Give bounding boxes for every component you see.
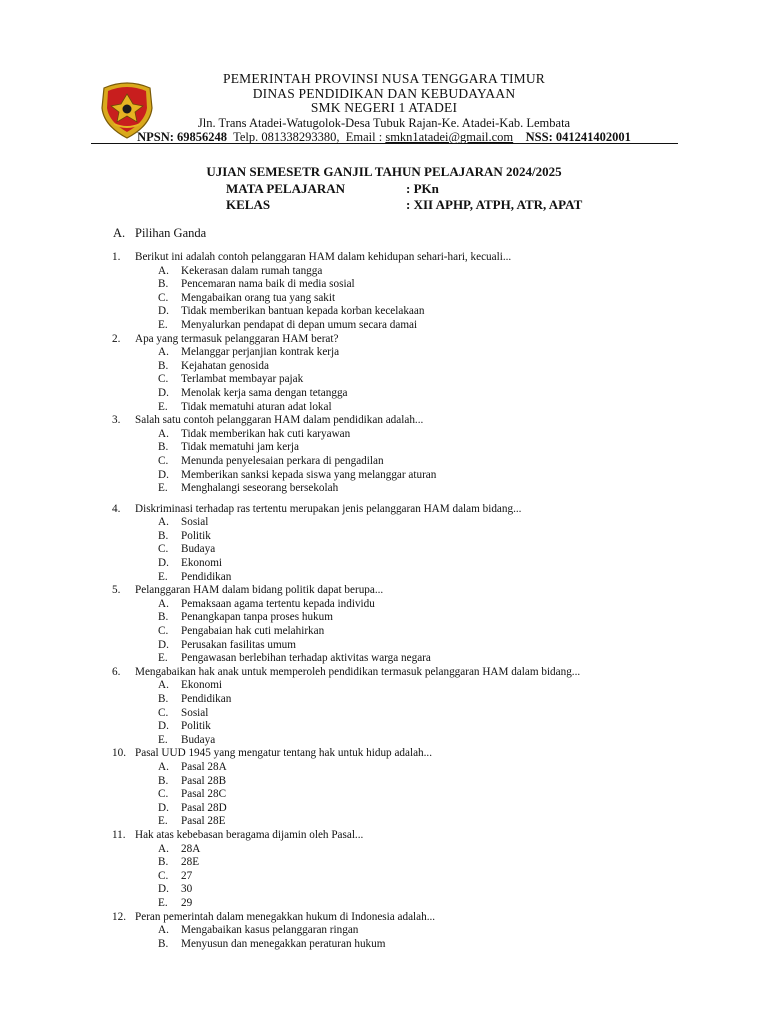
question-item [112, 333, 672, 415]
option-text: Melanggar perjanjian kontrak kerja [181, 346, 340, 359]
question-number: 6. [112, 665, 121, 678]
option-letter: B. [158, 856, 169, 869]
answer-option [112, 265, 672, 279]
option-letter: B. [158, 529, 169, 542]
option-text: Pencemaran nama baik di media sosial [181, 278, 355, 291]
question-row [112, 666, 672, 680]
email-label: Email : [345, 129, 383, 144]
question-text: Pelanggaran HAM dalam bidang politik dapat berupa... [135, 584, 384, 597]
option-letter: A. [158, 264, 169, 277]
option-letter: D. [158, 720, 169, 733]
question-text: Mengabaikan hak anak untuk memperoleh pendidikan termasuk pelanggaran HAM dalam bidang... [135, 665, 581, 678]
option-text: Sosial [181, 516, 209, 529]
subject-label: MATA PELAJARAN [226, 181, 346, 196]
question-number: 2. [112, 332, 121, 345]
option-letter: E. [158, 896, 168, 909]
question-number: 5. [112, 584, 121, 597]
letterhead-school-name: SMK NEGERI 1 ATADEI [310, 100, 458, 115]
subject-row [226, 181, 439, 197]
option-letter: C. [158, 706, 169, 719]
answer-option [112, 625, 672, 639]
option-letter: B. [158, 359, 169, 372]
option-text: Pasal 28D [181, 801, 227, 814]
question-number: 10. [112, 747, 126, 760]
answer-option [112, 870, 672, 884]
answer-option [112, 938, 672, 952]
option-text: 28E [181, 856, 200, 869]
answer-option [112, 530, 672, 544]
option-text: Tidak mematuhi jam kerja [181, 441, 299, 454]
option-text: 30 [181, 883, 193, 896]
option-letter: A. [158, 346, 169, 359]
answer-option [112, 856, 672, 870]
question-row [112, 911, 672, 925]
option-letter: B. [158, 441, 169, 454]
answer-option [112, 788, 672, 802]
letterhead-department: DINAS PENDIDIKAN DAN KEBUDAYAAN [252, 85, 516, 101]
section-heading [113, 226, 206, 241]
question-row [112, 251, 672, 265]
option-text: Pasal 28C [181, 788, 227, 801]
question-item [112, 829, 672, 911]
option-text: Perusakan fasilitas umum [181, 638, 296, 651]
answer-option [112, 455, 672, 469]
option-text: 29 [181, 896, 193, 909]
answer-option [112, 469, 672, 483]
class-label: KELAS [226, 197, 271, 212]
option-letter: E. [158, 652, 168, 665]
answer-option [112, 639, 672, 653]
answer-option [112, 441, 672, 455]
question-number: 4. [112, 502, 121, 515]
option-text: Pasal 28A [181, 760, 227, 773]
option-letter: A. [158, 760, 169, 773]
option-letter: B. [158, 278, 169, 291]
option-letter: B. [158, 611, 169, 624]
answer-option [112, 360, 672, 374]
question-text: Pasal UUD 1945 yang mengatur tentang hak untuk hidup adalah... [135, 747, 433, 760]
option-letter: C. [158, 291, 169, 304]
option-letter: B. [158, 774, 169, 787]
option-text: Politik [181, 720, 211, 733]
option-text: Budaya [181, 733, 216, 746]
answer-option [112, 292, 672, 306]
answer-option [112, 883, 672, 897]
question-item [112, 251, 672, 333]
answer-option [112, 679, 672, 693]
option-letter: A. [158, 924, 169, 937]
question-text: Peran pemerintah dalam menegakkan hukum di Indonesia adalah... [135, 910, 436, 923]
option-text: Pasal 28B [181, 774, 227, 787]
question-item [112, 911, 672, 952]
option-text: Menunda penyelesaian perkara di pengadilan [181, 454, 384, 467]
option-text: Penangkapan tanpa proses hukum [181, 611, 333, 624]
answer-option [112, 373, 672, 387]
nss: NSS: 041241402001 [525, 129, 631, 144]
question-text: Hak atas kebebasan beragama dijamin oleh Pasal... [135, 828, 364, 841]
section-title: Pilihan Ganda [135, 226, 207, 240]
question-row [112, 747, 672, 761]
option-letter: D. [158, 883, 169, 896]
answer-option [112, 319, 672, 333]
option-letter: C. [158, 788, 169, 801]
answer-option [112, 720, 672, 734]
section-letter: A. [113, 226, 126, 240]
option-letter: B. [158, 937, 169, 950]
question-number: 1. [112, 251, 121, 263]
answer-option [112, 571, 672, 585]
answer-option [112, 761, 672, 775]
question-item [112, 666, 672, 748]
question-list [112, 251, 672, 951]
question-row [112, 829, 672, 843]
option-letter: D. [158, 801, 169, 814]
option-letter: E. [158, 482, 168, 495]
option-text: Memberikan sanksi kepada siswa yang melanggar aturan [181, 468, 437, 481]
option-letter: A. [158, 427, 169, 440]
telephone: Telp. 081338293380, [233, 129, 340, 144]
letterhead-address: Jln. Trans Atadei-Watugolok-Desa Tubuk Rajan-Ke. Atadei-Kab. Lembata [197, 115, 571, 130]
option-text: Pendidikan [181, 570, 232, 583]
option-letter: D. [158, 386, 169, 399]
question-number: 12. [112, 910, 126, 923]
option-letter: D. [158, 557, 169, 570]
option-text: 27 [181, 869, 193, 882]
answer-option [112, 707, 672, 721]
answer-option [112, 482, 672, 496]
exam-title: UJIAN SEMESETR GANJIL TAHUN PELAJARAN 2024/2025 [206, 164, 562, 179]
option-text: Mengabaikan orang tua yang sakit [181, 291, 336, 304]
option-text: 28A [181, 842, 201, 855]
option-text: Terlambat membayar pajak [181, 373, 304, 386]
question-row [112, 414, 672, 428]
option-text: Tidak mematuhi aturan adat lokal [181, 400, 332, 413]
question-row [112, 584, 672, 598]
option-text: Pemaksaan agama tertentu kepada individu [181, 597, 375, 610]
option-text: Ekonomi [181, 557, 223, 570]
option-letter: C. [158, 373, 169, 386]
answer-option [112, 652, 672, 666]
option-text: Menyalurkan pendapat di depan umum secara damai [181, 318, 418, 331]
question-text: Berikut ini adalah contoh pelanggaran HAM dalam kehidupan sehari-hari, kecuali... [135, 251, 512, 263]
option-letter: D. [158, 468, 169, 481]
question-text: Diskriminasi terhadap ras tertentu merupakan jenis pelanggaran HAM dalam bidang... [135, 502, 522, 515]
answer-option [112, 815, 672, 829]
question-item [112, 747, 672, 829]
option-text: Menolak kerja sama dengan tetangga [181, 386, 348, 399]
option-letter: E. [158, 733, 168, 746]
option-text: Tidak memberikan bantuan kepada korban kecelakaan [181, 305, 425, 318]
option-text: Ekonomi [181, 679, 223, 692]
answer-option [112, 278, 672, 292]
option-text: Tidak memberikan hak cuti karyawan [181, 427, 351, 440]
answer-option [112, 428, 672, 442]
option-text: Menghalangi seseorang bersekolah [181, 482, 339, 495]
option-text: Pendidikan [181, 693, 232, 705]
option-letter: D. [158, 305, 169, 318]
answer-option [112, 557, 672, 571]
question-number: 11. [112, 828, 126, 841]
question-row [112, 503, 672, 517]
answer-option [112, 401, 672, 415]
option-letter: E. [158, 318, 168, 331]
option-text: Pasal 28E [181, 815, 226, 828]
question-text: Apa yang termasuk pelanggaran HAM berat? [135, 332, 339, 345]
email-link[interactable]: smkn1atadei@gmail.com [385, 129, 514, 144]
answer-option [112, 598, 672, 612]
answer-option [112, 305, 672, 319]
option-text: Pengabaian hak cuti melahirkan [181, 625, 325, 638]
option-letter: D. [158, 638, 169, 651]
option-text: Sosial [181, 706, 209, 719]
answer-option [112, 924, 672, 938]
option-letter: C. [158, 869, 169, 882]
answer-option [112, 387, 672, 401]
npsn: NPSN: 69856248 [137, 129, 228, 144]
option-letter: A. [158, 679, 169, 692]
answer-option [112, 516, 672, 530]
option-text: Mengabaikan kasus pelanggaran ringan [181, 924, 359, 937]
letterhead-government: PEMERINTAH PROVINSI NUSA TENGGARA TIMUR [223, 71, 545, 86]
option-letter: E. [158, 815, 168, 828]
option-text: Kejahatan genosida [181, 359, 269, 372]
option-letter: A. [158, 597, 169, 610]
answer-option [112, 693, 672, 707]
option-text: Budaya [181, 543, 216, 556]
answer-option [112, 775, 672, 789]
subject-value: : PKn [406, 181, 439, 196]
question-number: 3. [112, 414, 121, 427]
option-letter: A. [158, 516, 169, 529]
option-letter: A. [158, 842, 169, 855]
option-text: Menyusun dan menegakkan peraturan hukum [181, 937, 386, 950]
answer-option [112, 611, 672, 625]
option-letter: B. [158, 693, 169, 705]
option-text: Pengawasan berlebihan terhadap aktivitas warga negara [181, 652, 431, 665]
answer-option [112, 897, 672, 911]
answer-option [112, 802, 672, 816]
answer-option [112, 346, 672, 360]
class-value: : XII APHP, ATPH, ATR, APAT [406, 197, 583, 212]
answer-option [112, 843, 672, 857]
option-letter: E. [158, 400, 168, 413]
letterhead [100, 72, 668, 145]
question-item [112, 503, 672, 585]
question-row [112, 333, 672, 347]
class-row [226, 197, 582, 213]
option-text: Politik [181, 529, 211, 542]
answer-option [112, 734, 672, 748]
option-letter: C. [158, 454, 169, 467]
question-item [112, 584, 672, 666]
question-text: Salah satu contoh pelanggaran HAM dalam pendidikan adalah... [135, 414, 424, 427]
option-letter: C. [158, 625, 169, 638]
answer-option [112, 543, 672, 557]
option-text: Kekerasan dalam rumah tangga [181, 264, 323, 277]
letterhead-divider [91, 143, 678, 144]
option-letter: C. [158, 543, 169, 556]
option-letter: E. [158, 570, 168, 583]
question-item [112, 414, 672, 496]
